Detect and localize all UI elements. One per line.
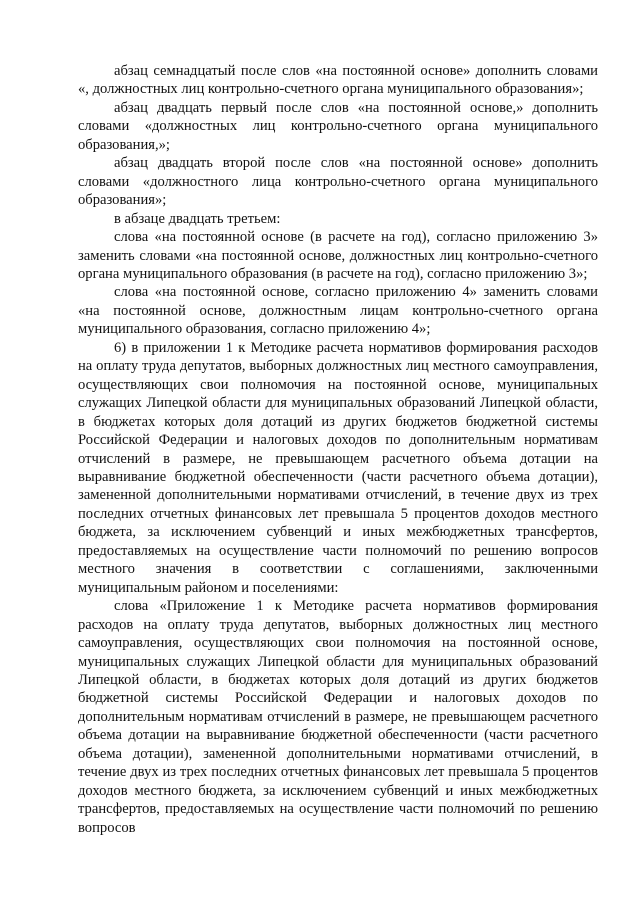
paragraph-3: абзац двадцать второй после слов «на постоянной основе» дополнить словами «должностного лица контрольно-счетного органа муниципального образования»; xyxy=(78,155,598,209)
paragraph-4: в абзаце двадцать третьем: xyxy=(114,210,281,227)
paragraph-1: абзац семнадцатый после слов «на постоянной основе» дополнить словами «, должностных лиц контрольно-счетного органа муниципального образования»; xyxy=(78,63,598,98)
paragraph-6: слова «на постоянной основе, согласно приложению 4» заменить словами «на постоянной основе, должностным лицам контрольно-счетного органа муниципального образования, согласно приложению 4»; xyxy=(78,284,598,338)
paragraph-7: 6) в приложении 1 к Методике расчета нормативов формирования расходов на оплату труда депутатов, выборных должностных лиц местного самоуправления, осуществляющих свои полномочия на постоянной основе, муниципальных служащих Липецкой области для муниципальных образований Липецкой области, в бюджетах которых доля дотаций из других бюджетов бюджетной системы Российской Федерации и налоговых доходов по дополнительным нормативам отчислений в размере, не превышающем расчетного объема дотации на выравнивание бюджетной обеспеченности (части расчетного объема дотации), замененной дополнительными нормативами отчислений, в течение двух из трех последних отчетных финансовых лет превышала 5 процентов доходов местного бюджета, за исключением субвенций и иных межбюджетных трансфертов, предоставляемых на осуществление части полномочий по решению вопросов местного значения в соответствии с соглашениями, заключенными муниципальным районом и поселениями: xyxy=(78,339,598,596)
paragraph-2: абзац двадцать первый после слов «на постоянной основе,» дополнить словами «должностных лиц контрольно-счетного органа муниципального образования,»; xyxy=(78,99,598,153)
paragraph-8: слова «Приложение 1 к Методике расчета нормативов формирования расходов на оплату труда депутатов, выборных должностных лиц местного самоуправления, осуществляющих свои полномочия на постоянной основе, муниципальных служащих Липецкой области для муниципальных образований Липецкой области, в бюджетах которых доля дотаций из других бюджетов бюджетной системы Российской Федерации и налоговых доходов по дополнительным нормативам отчислений в размере, не превышающем расчетного объема дотации на выравнивание бюджетной обеспеченности (части расчетного объема дотации), замененной дополнительными нормативами отчислений, в течение двух из трех последних отчетных финансовых лет превышала 5 процентов доходов местного бюджета, за исключением субвенций и иных межбюджетных трансфертов, предоставляемых на осуществление части полномочий по решению вопросов xyxy=(78,598,598,836)
document-page xyxy=(78,62,598,837)
paragraph-5: слова «на постоянной основе (в расчете на год), согласно приложению 3» заменить словами «на постоянной основе, должностных лиц контрольно-счетного органа муниципального образования (в расчете на год), согласно приложению 3»; xyxy=(78,229,598,282)
